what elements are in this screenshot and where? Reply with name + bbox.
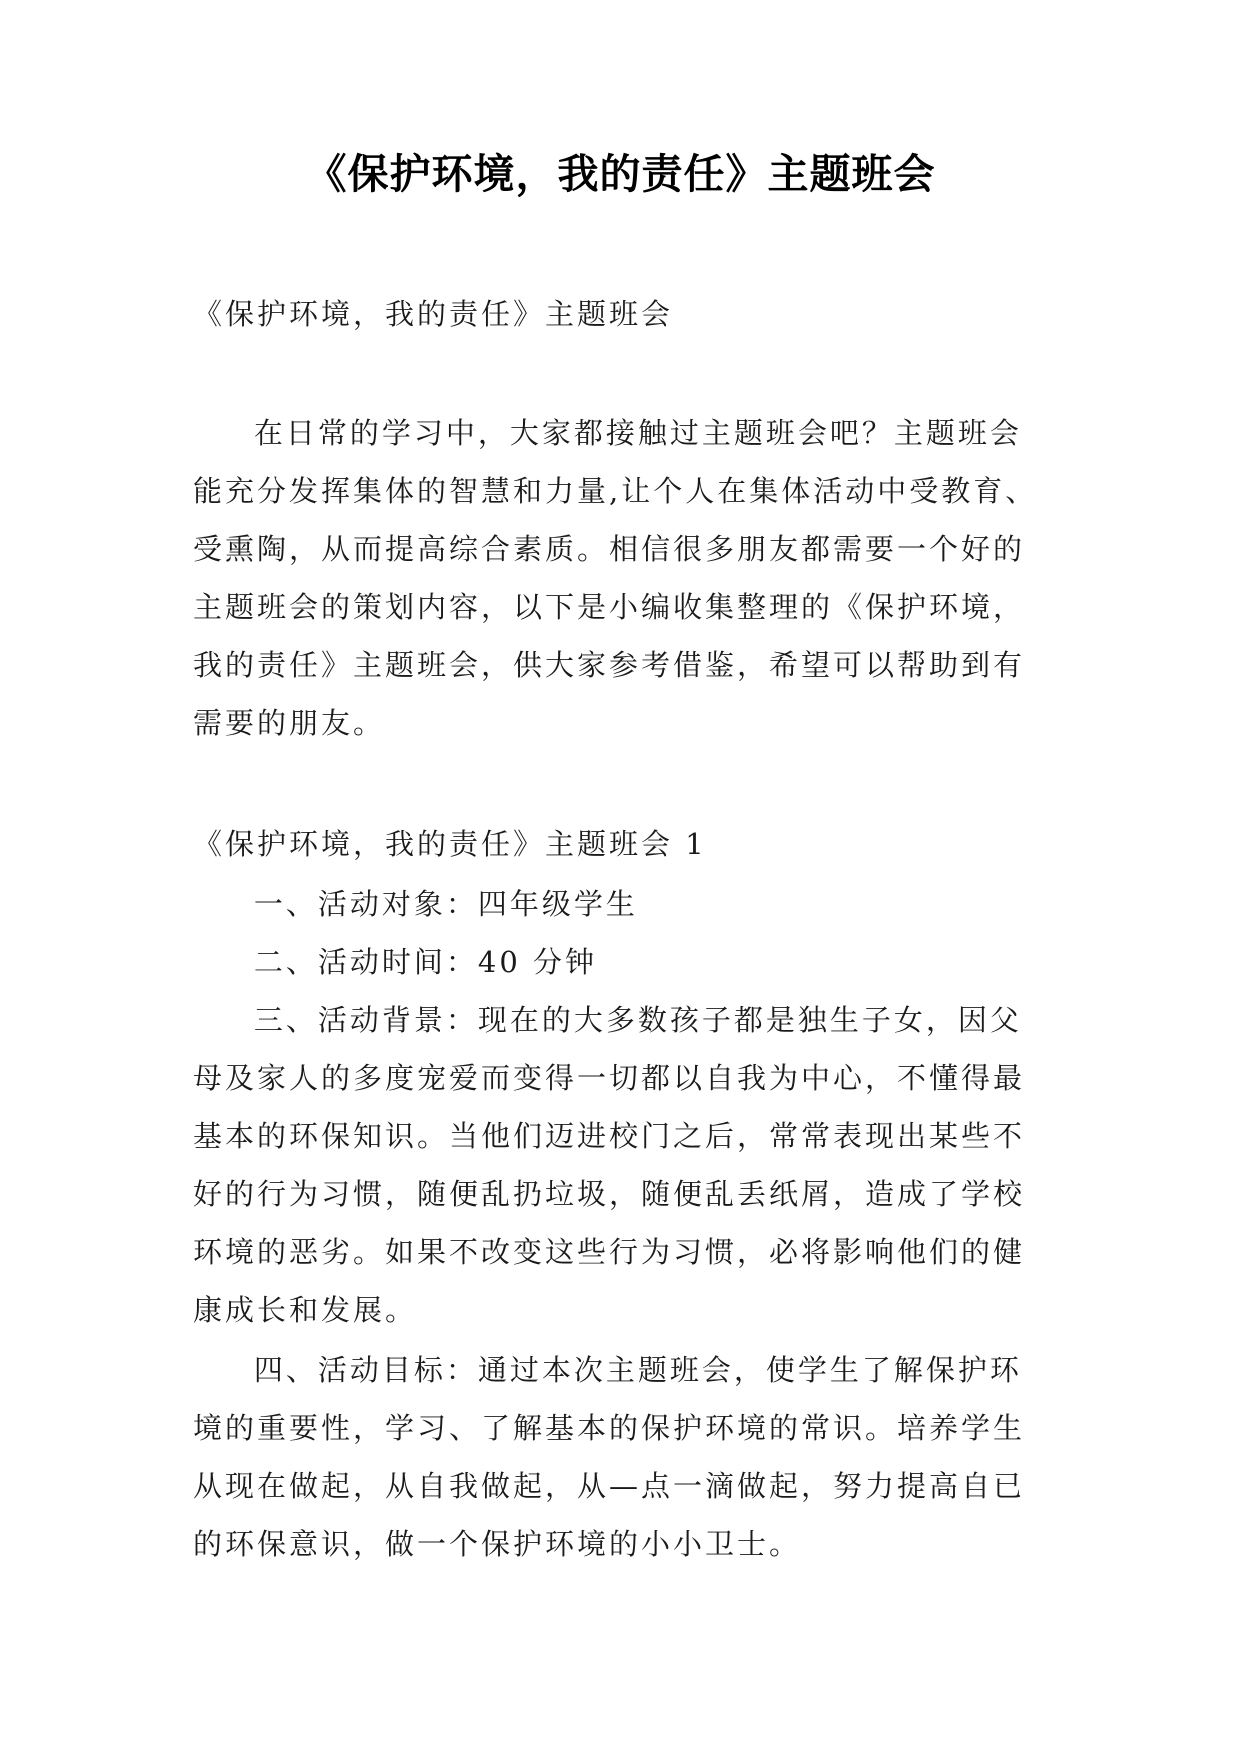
activity-time-item: 二、活动时间：40 分钟 (253, 945, 598, 979)
intro-paragraph: 在日常的学习中，大家都接触过主题班会吧？主题班会能充分发挥集体的智慧和力量,让个人在集体活动中受教育、受熏陶，从而提高综合素质。相信很多朋友都需要一个好的主题班会的策划内容，以下是小编收集整理的《保护环境，我的责任》主题班会，供大家参考借鉴，希望可以帮助到有需要的朋友。 (193, 416, 1038, 740)
activity-background-item: 三、活动背景：现在的大多数孩子都是独生子女，因父母及家人的多度宠爱而变得一切都以自我为中心，不懂得最基本的环保知识。当他们迈进校门之后，常常表现出某些不好的行为习惯，随便乱扔垃圾，随便乱丢纸屑，造成了学校环境的恶劣。如果不改变这些行为习惯，必将影响他们的健康成长和发展。 (193, 1003, 1026, 1327)
document-subtitle: 《保护环境，我的责任》主题班会 (193, 297, 674, 331)
section-heading: 《保护环境，我的责任》主题班会 1 (193, 827, 707, 861)
activity-goal-item: 四、活动目标：通过本次主题班会，使学生了解保护环境的重要性，学习、了解基本的保护环境的常识。培养学生从现在做起，从自我做起，从—点一滴做起，努力提高自已的环保意识，做一个保护环境的小小卫士。 (193, 1353, 1026, 1561)
activity-target-item: 一、活动对象：四年级学生 (253, 887, 638, 921)
page-title: 《保护环境，我的责任》主题班会 (305, 150, 936, 198)
